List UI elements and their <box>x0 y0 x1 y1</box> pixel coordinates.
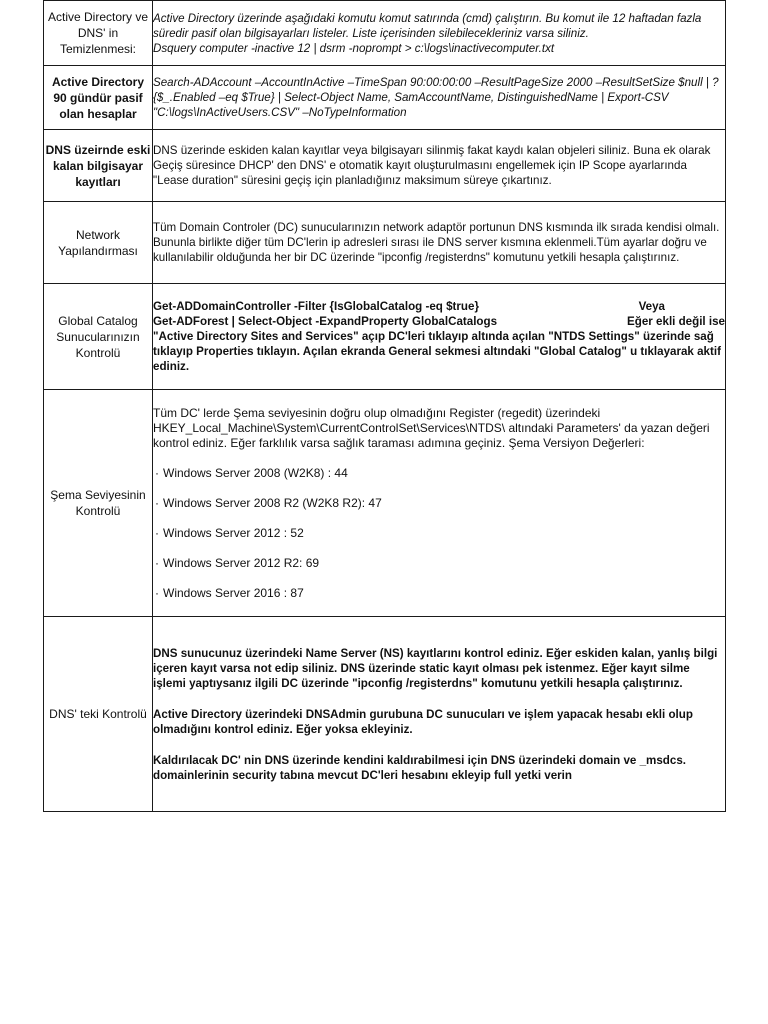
row-label: Network Yapılandırması <box>44 202 153 284</box>
row-content <box>153 66 726 130</box>
list-item <box>155 496 725 511</box>
content-line: DNS sunucunuz üzerindeki Name Server (NS) kayıtlarını kontrol ediniz. Eğer eskiden kalan, yanlış bilgi içeren kayıt varsa not edip siliniz. DNS üzerinde static kayıt olması pek istenmez. Eğer kayıt silme işlemi yaptıysanız ilgili DC üzerinde "ipconfig /registerdns" komutunu yetkili hesapla çalıştırınız. <box>153 646 718 690</box>
command-text: Get-ADForest | Select-Object -ExpandProperty GlobalCatalogs <box>153 315 498 328</box>
row-content <box>153 284 726 390</box>
table-row <box>44 390 726 617</box>
table-row <box>44 1 726 66</box>
content-line: Kaldırılacak DC' nin DNS üzerinde kendini kaldırabilmesi için DNS üzerindeki domain ve _msdcs. domainlerinin security tabına mevcut DC'leri hesabını ekleyip full yetki verin <box>153 753 687 782</box>
content-line: Tüm DC' lerde Şema seviyesinin doğru olup olmadığını Register (regedit) üzerindeki HKEY_Local_Machine\System\CurrentControlSet\Services\NTDS\ altındaki Parameters' da yazan değeri kontrol ediniz. Eğer farklılık varsa sağlık taraması adımına geçiniz. Şema Versiyon Değerleri: <box>153 405 710 450</box>
bullet-icon: · <box>155 585 159 600</box>
list-item-text: Windows Server 2008 R2 (W2K8 R2): 47 <box>163 495 382 510</box>
list-item <box>155 526 725 541</box>
list-item-text: Windows Server 2012 : 52 <box>163 525 304 540</box>
bullet-icon: · <box>155 465 159 480</box>
content-line: Active Directory üzerinde aşağıdaki komutu komut satırında (cmd) çalıştırın. Bu komut ile 12 haftadan fazla süredir pasif olan bilgisayarları listeler. Liste içerisinden silebilecekleriniz varsa siliniz. <box>153 11 702 40</box>
list-item <box>155 466 725 481</box>
row-content <box>153 617 726 812</box>
content-line: Tüm Domain Controler (DC) sunucularınızın network adaptör portunun DNS kısmında ilk sırada kendisi olmalı. Bununla birlikte diğer tüm DC'lerin ip adresleri sırası ile DNS server kısmına eklenmeli.Tüm ayarlar doğru ve kullanılabilir olduğunda her bir DC üzerinde "ipconfig /registerdns" komutunu yetkili hesapla çalıştırınız. <box>153 221 720 264</box>
row-content <box>153 1 726 66</box>
list-item <box>155 586 725 601</box>
row-content <box>153 202 726 284</box>
row-label: DNS üzeirnde eski kalan bilgisayar kayıtları <box>44 130 153 202</box>
table-row <box>44 66 726 130</box>
command-text: Get-ADDomainController -Filter {IsGlobalCatalog -eq $true} <box>153 300 479 313</box>
row-label: DNS' teki Kontrolü <box>44 617 153 812</box>
row-content <box>153 130 726 202</box>
table-row <box>44 617 726 812</box>
table-row <box>44 202 726 284</box>
table-row <box>44 284 726 390</box>
list-item-text: Windows Server 2016 : 87 <box>163 585 304 600</box>
or-text: Veya <box>638 300 665 313</box>
command-line <box>153 299 725 314</box>
command-line: Dsquery computer -inactive 12 | dsrm -noprompt > c:\logs\inactivecomputer.txt <box>153 41 555 55</box>
list-item <box>155 556 725 571</box>
bullet-icon: · <box>155 555 159 570</box>
content-line: "Active Directory Sites and Services" açıp DC'leri tıklayıp altında açılan "NTDS Settings" üzerinde sağ tıklayıp Properties tıklayın. Açılan ekranda General sekmesi altındaki "Global Catalog" u tıklayarak aktif ediniz. <box>153 330 721 373</box>
command-line <box>153 314 725 329</box>
content-line: Active Directory üzerindeki DNSAdmin gurubuna DC sunucuları ve işlem yapacak hesabı ekli olup olmadığını kontrol ediniz. Eğer yoksa ekleyiniz. <box>153 707 693 736</box>
table-row <box>44 130 726 202</box>
bullet-icon: · <box>155 525 159 540</box>
list-item-text: Windows Server 2012 R2: 69 <box>163 555 320 570</box>
condition-text: Eğer ekli değil ise <box>627 315 725 328</box>
list-item-text: Windows Server 2008 (W2K8) : 44 <box>163 465 348 480</box>
command-line: Search-ADAccount –AccountInActive –TimeSpan 90:00:00:00 –ResultPageSize 2000 –ResultSetSize $null | ?{$_.Enabled –eq $True} | Select-Object Name, SamAccountName, DistinguishedName | Export-CSV "C:\logs\InActiveUsers.CSV" –NoTypeInformation <box>153 76 719 119</box>
bullet-icon: · <box>155 495 159 510</box>
row-label: Şema Seviyesinin Kontrolü <box>44 390 153 617</box>
row-content <box>153 390 726 617</box>
content-line: DNS üzerinde eskiden kalan kayıtlar veya bilgisayarı silinmiş fakat kaydı kalan objeleri siliniz. Buna ek olarak Geçiş süresince DHCP' den DNS' e otomatik kayıt oluşturulmasını engellemek için IP Scope ayarlarında "Lease duration" süresini geçiş için planladığınız maksimum süreye çıkartınız. <box>153 144 711 187</box>
row-label: Active Directory ve DNS' in Temizlenmesi: <box>44 1 153 66</box>
procedure-table <box>43 0 726 812</box>
row-label: Global Catalog Sunucularınızın Kontrolü <box>44 284 153 390</box>
row-label: Active Directory 90 gündür pasif olan hesaplar <box>44 66 153 130</box>
